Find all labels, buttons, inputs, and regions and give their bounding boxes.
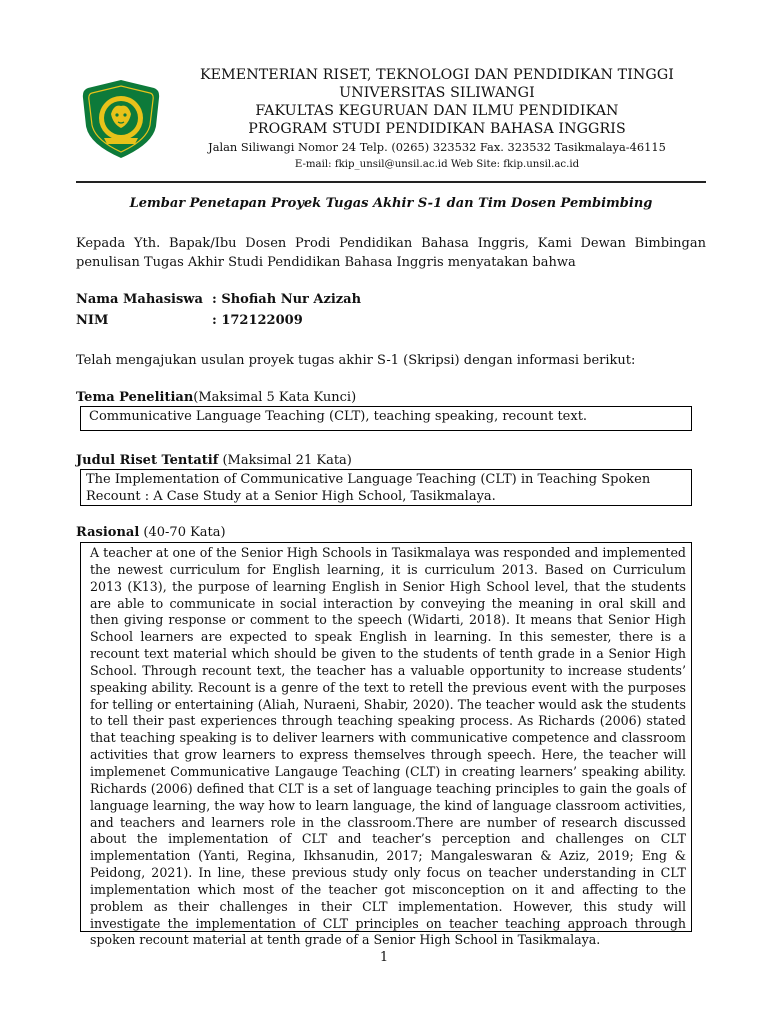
tema-hint: (Maksimal 5 Kata Kunci) — [193, 390, 357, 405]
rasional-hint: (40-70 Kata) — [139, 525, 226, 540]
rasional-box — [80, 542, 692, 948]
nim-label: NIM — [76, 313, 109, 328]
university-name: UNIVERSITAS SILIWANGI — [339, 85, 535, 101]
nim-value: : 172122009 — [212, 313, 303, 328]
tema-value: Communicative Language Teaching (CLT), teaching speaking, recount text. — [89, 409, 588, 424]
ministry-name: KEMENTERIAN RISET, TEKNOLOGI DAN PENDIDIKAN TINGGI — [199, 67, 675, 83]
faculty-name: FAKULTAS KEGURUAN DAN ILMU PENDIDIKAN — [255, 103, 619, 119]
page-number: 1 — [379, 950, 389, 965]
rasional-label: Rasional — [76, 525, 140, 540]
student-name-label: Nama Mahasiswa — [76, 292, 203, 307]
tema-box — [80, 406, 692, 431]
judul-value: The Implementation of Communicative Language Teaching (CLT) in Teaching Spoken Recount : A Case Study at a Senior High School, Tasikmalaya. — [86, 472, 651, 504]
tema-label: Tema Penelitian — [76, 390, 194, 405]
rasional-heading — [76, 523, 226, 542]
document-title: Lembar Penetapan Proyek Tugas Akhir S-1 dan Tim Dosen Pembimbing — [129, 196, 653, 211]
letterhead — [168, 66, 706, 173]
rasional-text: A teacher at one of the Senior High Schools in Tasikmalaya was responded and implemented the newest curriculum for English learning, it is curriculum 2013. Based on Curriculum 2013 (K13), the purpose of learning English in Senior High School level, that the students are able to communicate in social interaction by conveying the meaning in oral skill and then giving response or comment to the speech (Widarti, 2018). It means that Senior High School learners are expected to speak English in learning. In this semester, there is a recount text material which should be given to the students of tenth grade in a Senior High School. Through recount text, the teacher has a valuable opportunity to increase students’ speaking ability. Recount is a genre of the text to retell the previous event with the purposes for telling or entertaining (Aliah, Nuraeni, Shabir, 2020). The teacher would ask the students to tell their past experiences through teaching speaking process. As Richards (2006) stated that teaching speaking is to deliver learners with communicative competence and classroom activities that grow learners to express themselves through speech. Here, the teacher will implemenet Communicative Langauge Teaching (CLT) in creating learners’ speaking ability. Richards (2006) defined that CLT is a set of language teaching principles to gain the goals of language learning, the way how to learn language, the kind of language classroom activities, and teachers and learners role in the classroom.There are number of research discussed about the implementation of CLT and teacher’s perception and challenges on CLT implementation (Yanti, Regina, Ikhsanudin, 2017; Mangaleswaran & Aziz, 2019; Eng & Peidong, 2021). In line, these previous study only focus on teacher understanding in CLT implementation which most of the teacher got misconception on it and affecting to the problem as their challenges in their CLT implementation. However, this study will investigate the implementation of CLT principles on teacher teaching approach through spoken recount material at tenth grade of a Senior High School in Tasikmalaya. — [90, 545, 686, 948]
contact-email: E-mail: fkip_unsil@unsil.ac.id Web Site: fkip.unsil.ac.id — [294, 159, 580, 170]
submission-text: Telah mengajukan usulan proyek tugas akhir S-1 (Skripsi) dengan informasi berikut: — [76, 353, 636, 368]
letterhead-divider — [76, 181, 706, 183]
judul-box — [80, 469, 692, 506]
program-name: PROGRAM STUDI PENDIDIKAN BAHASA INGGRIS — [248, 121, 626, 137]
judul-label: Judul Riset Tentatif — [76, 453, 219, 468]
university-seal-icon — [80, 78, 162, 160]
student-name-value: : Shofiah Nur Azizah — [212, 292, 362, 307]
tema-heading — [76, 388, 356, 407]
intro-paragraph: Kepada Yth. Bapak/Ibu Dosen Prodi Pendidikan Bahasa Inggris, Kami Dewan Bimbingan penulisan Tugas Akhir Studi Pendidikan Bahasa Inggris menyatakan bahwa — [76, 236, 706, 270]
judul-hint: (Maksimal 21 Kata) — [218, 453, 352, 468]
judul-heading — [76, 451, 352, 470]
address: Jalan Siliwangi Nomor 24 Telp. (0265) 323532 Fax. 323532 Tasikmalaya-46115 — [208, 140, 666, 154]
